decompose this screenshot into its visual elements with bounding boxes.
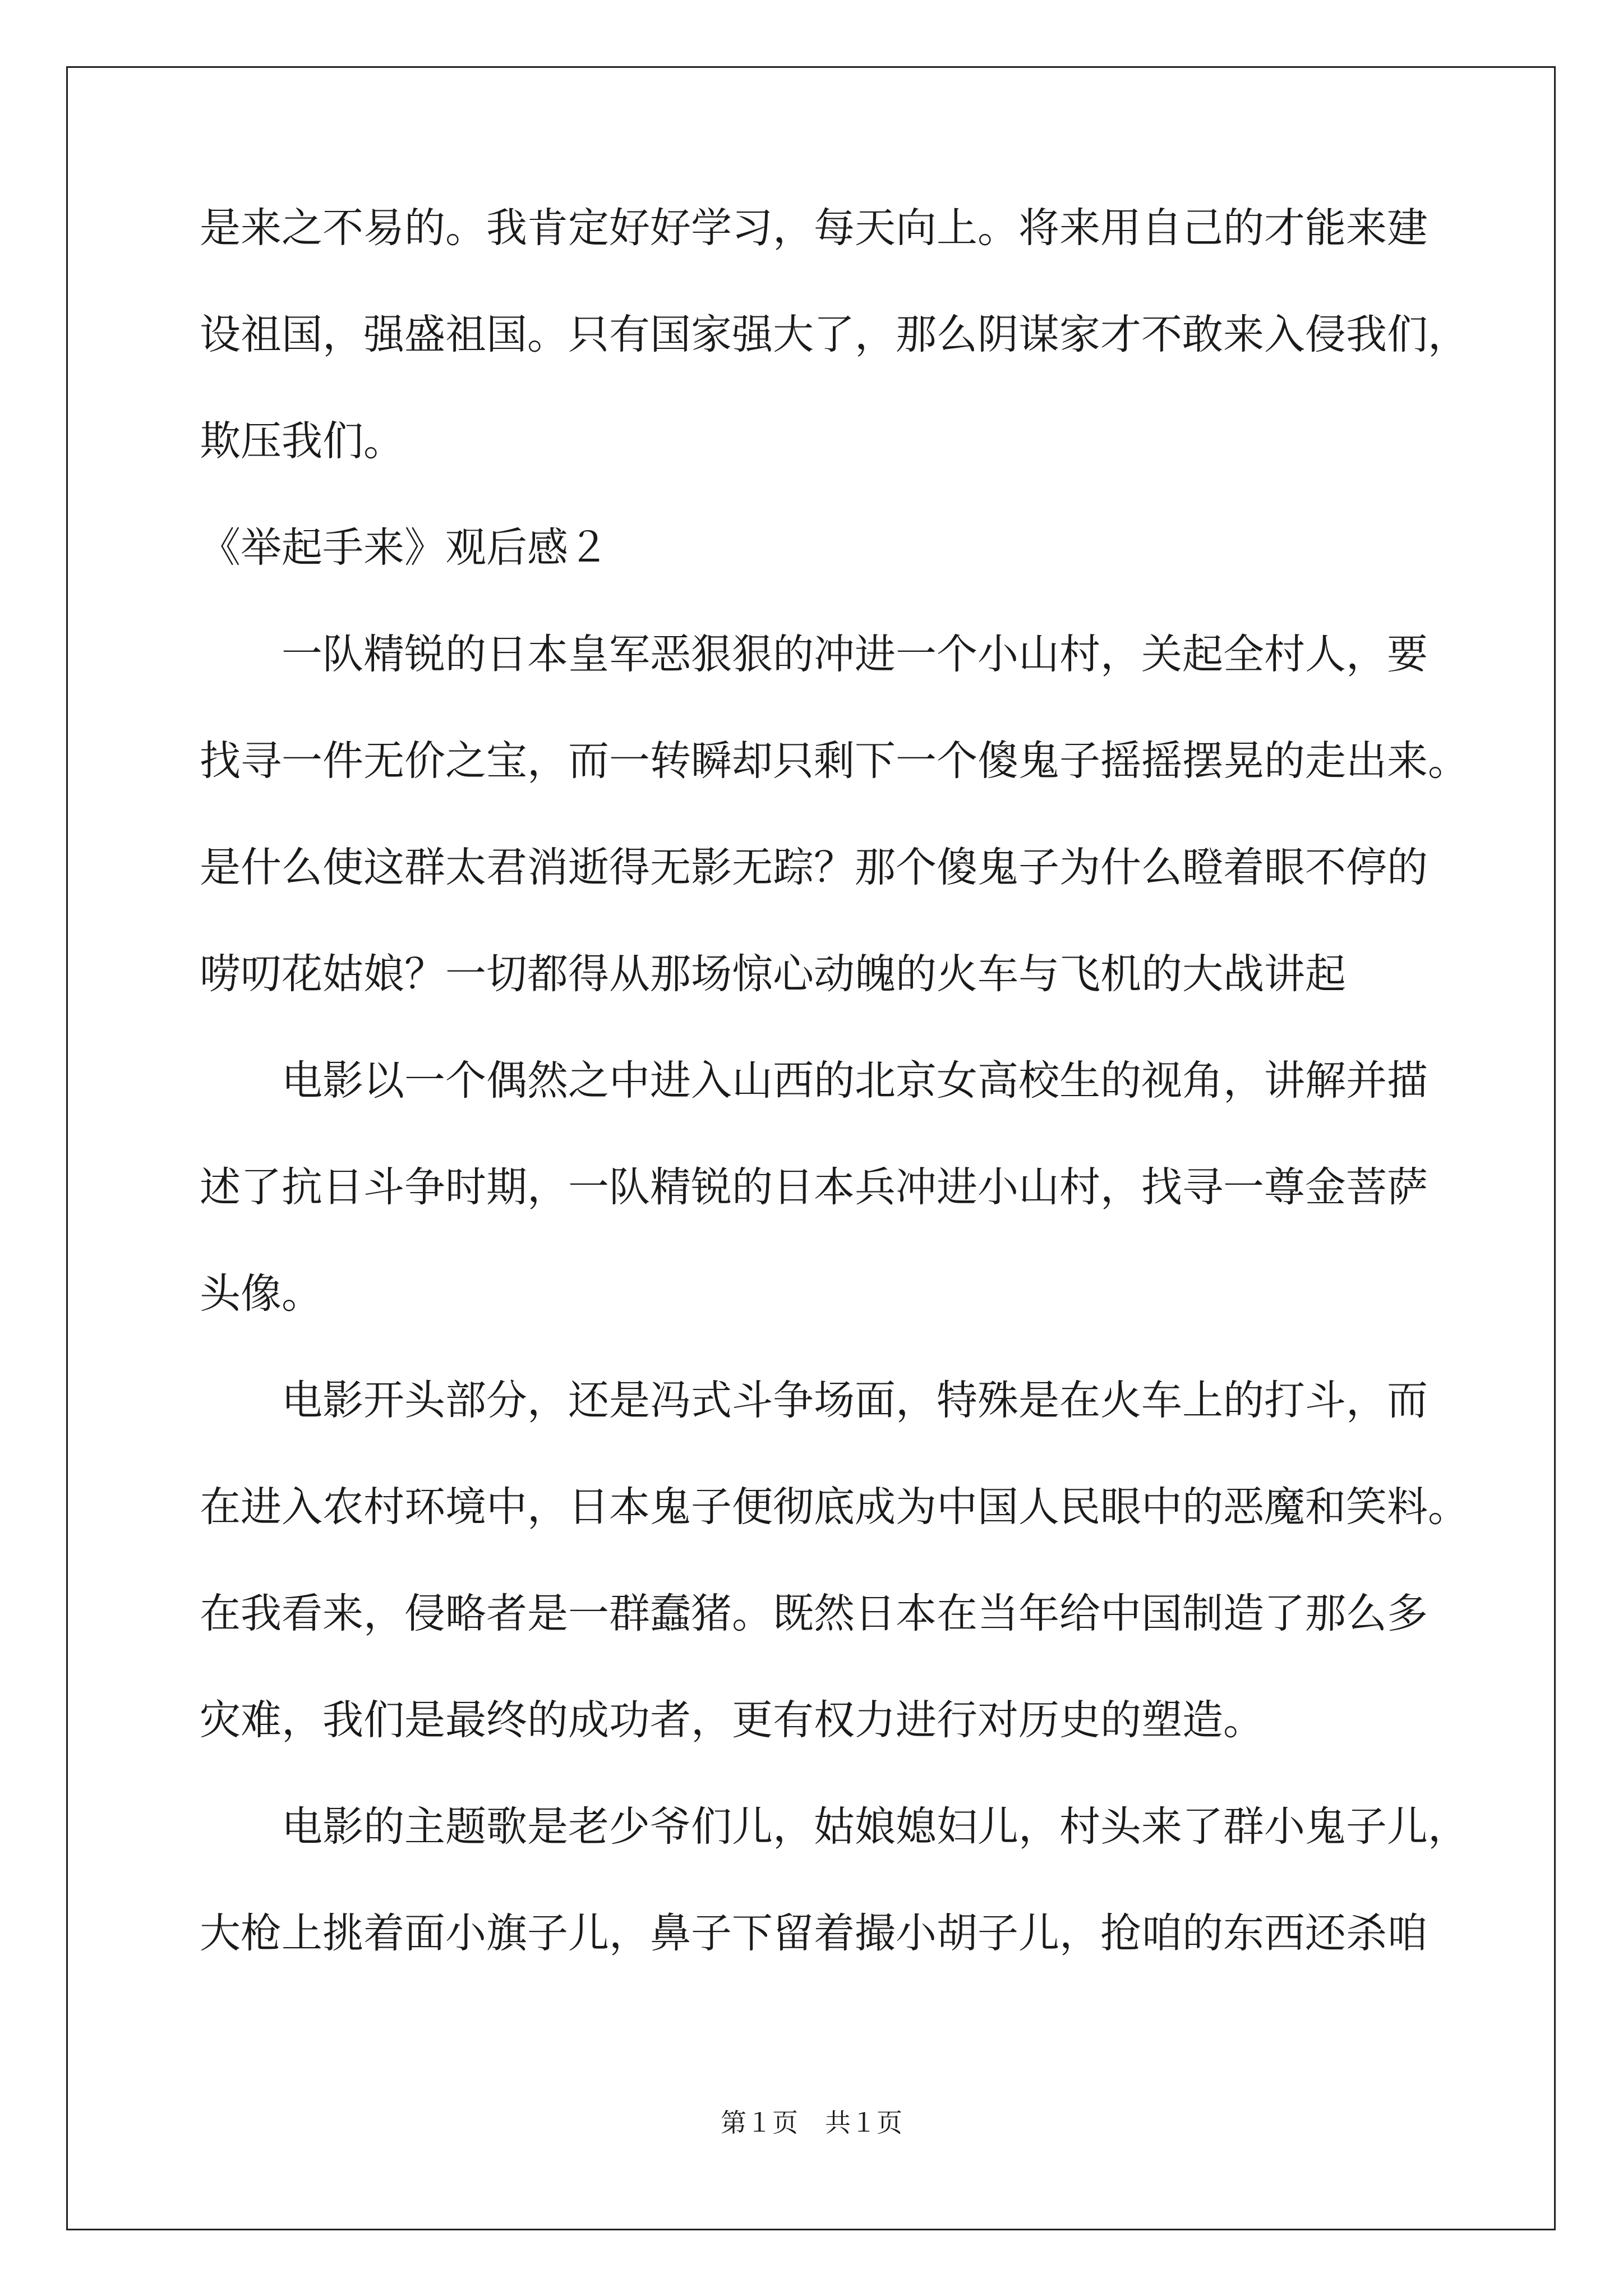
paragraph-first-line: 电影以一个偶然之中进入山西的北京女高校生的视角，讲解并描	[282, 1057, 1428, 1105]
text-line: 在我看来，侵略者是一群蠢猪。既然日本在当年给中国制造了那么多	[200, 1590, 1428, 1637]
text-line: 大枪上挑着面小旗子儿，鼻子下留着撮小胡子儿，抢咱的东西还杀咱	[200, 1910, 1428, 1957]
text-line: 欺压我们。	[200, 417, 404, 465]
paragraph-first-line: 电影开头部分，还是冯式斗争场面，特殊是在火车上的打斗，而	[282, 1377, 1428, 1424]
text-line: 灾难，我们是最终的成功者，更有权力进行对历史的塑造。	[200, 1696, 1264, 1744]
text-line: 头像。	[200, 1270, 322, 1318]
text-line: 是什么使这群太君消逝得无影无踪？那个傻鬼子为什么瞪着眼不停的	[200, 844, 1428, 891]
page-number: 第１页	[721, 2108, 798, 2138]
text-line: 唠叨花姑娘？一切都得从那场惊心动魄的火车与飞机的大战讲起	[200, 950, 1346, 998]
section-heading: 《举起手来》观后感２	[200, 524, 609, 572]
page-footer	[0, 2102, 1623, 2139]
page-total: 共１页	[825, 2108, 902, 2138]
text-line: 在进入农村环境中，日本鬼子便彻底成为中国人民眼中的恶魔和笑料。	[200, 1483, 1469, 1531]
paragraph-first-line: 电影的主题歌是老少爷们儿，姑娘媳妇儿，村头来了群小鬼子儿，	[282, 1803, 1469, 1851]
text-line: 述了抗日斗争时期，一队精锐的日本兵冲进小山村，找寻一尊金菩萨	[200, 1163, 1428, 1211]
paragraph-first-line: 一队精锐的日本皇军恶狠狠的冲进一个小山村，关起全村人，要	[282, 631, 1428, 678]
text-line: 设祖国，强盛祖国。只有国家强大了，那么阴谋家才不敢来入侵我们，	[200, 311, 1469, 358]
text-line: 是来之不易的。我肯定好好学习，每天向上。将来用自己的才能来建	[200, 204, 1428, 252]
page-border	[66, 66, 1556, 2230]
text-line: 找寻一件无价之宝，而一转瞬却只剩下一个傻鬼子摇摇摆晃的走出来。	[200, 737, 1469, 785]
